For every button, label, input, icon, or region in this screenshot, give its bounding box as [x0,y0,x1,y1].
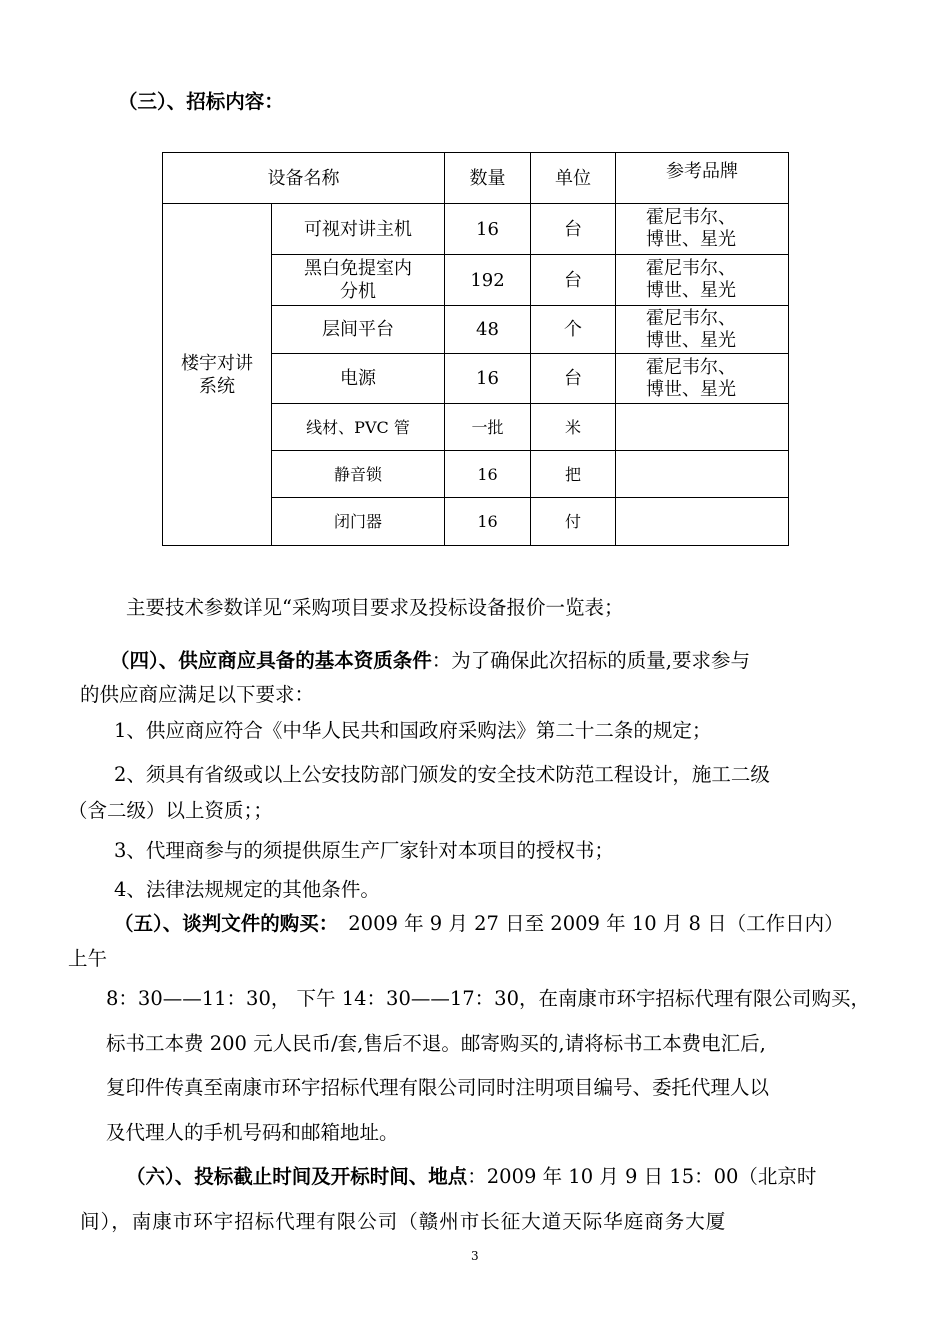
item-name: 黑白免提室内 分机 [272,255,445,306]
item-unit: 台 [531,204,616,255]
item-brand: 霍尼韦尔、 博世、星光 [616,255,789,306]
section6-heading: （六）、投标截止时间及开标时间、地点 [126,1165,468,1188]
item-brand: 霍尼韦尔、 博世、星光 [616,354,789,404]
section4-item3: 3、代理商参与的须提供原生产厂家针对本项目的授权书； [114,839,614,862]
section6-line2: 间），南康市环宇招标代理有限公司（赣州市长征大道天际华庭商务大厦 [80,1210,727,1233]
section5-line3: 8：30——11：30， 下午 14：30——17：30，在南康市环宇招标代理有限公司购买， [106,987,870,1010]
section4-line2: 的供应商应满足以下要求： [80,683,315,706]
item-qty: 一批 [445,404,531,451]
tech-note: 主要技术参数详见“采购项目要求及投标设备报价一览表； [126,596,624,619]
item-unit: 台 [531,354,616,404]
item-unit: 个 [531,306,616,354]
section5-line2: 上午 [68,947,108,970]
item-qty: 16 [445,354,531,404]
section5-line1: （五）、谈判文件的购买： 2009 年 9 月 27 日至 2009 年 10 月 8 日（工作日内） [114,912,844,935]
section4-item4: 4、法律法规规定的其他条件。 [114,878,380,901]
item-brand: 霍尼韦尔、 博世、星光 [616,204,789,255]
item-unit: 台 [531,255,616,306]
table-row [163,204,789,255]
item-qty: 192 [445,255,531,306]
item-unit: 付 [531,498,616,546]
header-name: 设备名称 [163,153,445,204]
section3-heading: （三）、招标内容： [118,90,284,113]
section4-line1: （四）、供应商应具备的基本资质条件：为了确保此次招标的质量,要求参与 [110,649,750,672]
item-name: 层间平台 [272,306,445,354]
section5-line6: 及代理人的手机号码和邮箱地址。 [106,1121,399,1144]
header-unit: 单位 [531,153,616,204]
item-brand: 霍尼韦尔、 博世、星光 [616,306,789,354]
header-brand: 参考品牌 [616,153,789,204]
item-name: 静音锁 [272,451,445,498]
page-number: 3 [471,1249,479,1263]
item-brand [616,498,789,546]
section4-heading: （四）、供应商应具备的基本资质条件 [110,649,432,672]
section4-item2-cont: （含二级）以上资质；； [68,799,273,822]
bid-items-table [162,152,789,546]
section4-item1: 1、供应商应符合《中华人民共和国政府采购法》第二十二条的规定； [114,719,712,742]
table-header-row [163,153,789,204]
header-qty: 数量 [445,153,531,204]
item-name: 可视对讲主机 [272,204,445,255]
group-cell: 楼宇对讲 系统 [163,204,272,546]
item-qty: 48 [445,306,531,354]
section6-line1: （六）、投标截止时间及开标时间、地点：2009 年 10 月 9 日 15：00（北京时 [126,1165,817,1188]
section5-heading: （五）、谈判文件的购买： [114,912,339,935]
section5-line5: 复印件传真至南康市环宇招标代理有限公司同时注明项目编号、委托代理人以 [106,1076,770,1099]
item-name: 闭门器 [272,498,445,546]
item-qty: 16 [445,204,531,255]
item-qty: 16 [445,451,531,498]
item-unit: 把 [531,451,616,498]
item-name: 线材、PVC 管 [272,404,445,451]
item-name: 电源 [272,354,445,404]
item-brand [616,451,789,498]
item-brand [616,404,789,451]
item-unit: 米 [531,404,616,451]
section5-line4: 标书工本费 200 元人民币/套,售后不退。邮寄购买的,请将标书工本费电汇后, [106,1032,766,1055]
section4-item2: 2、须具有省级或以上公安技防部门颁发的安全技术防范工程设计，施工二级 [114,763,770,786]
item-qty: 16 [445,498,531,546]
